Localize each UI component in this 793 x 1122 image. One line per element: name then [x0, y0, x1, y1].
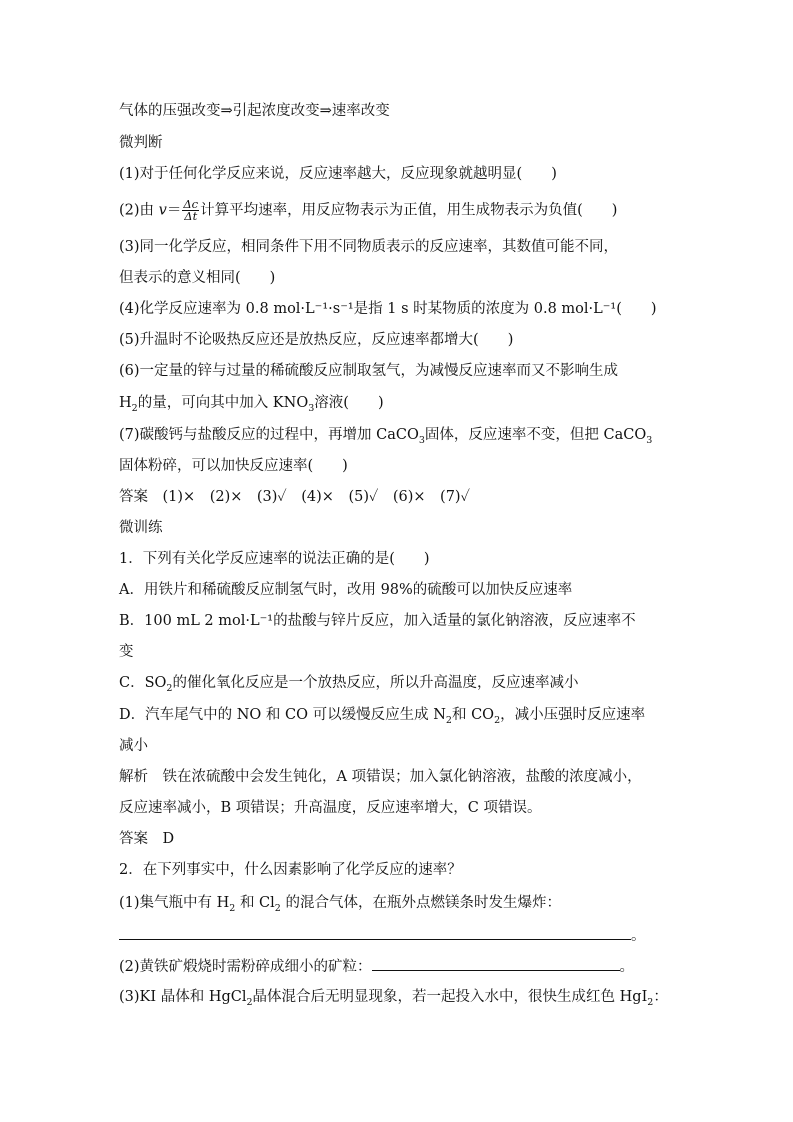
subscript: 2	[647, 996, 654, 1008]
section-heading-micro-training: 微训练	[119, 520, 163, 536]
answer-blank-line-1	[119, 924, 679, 946]
option-a: A．用铁片和稀硫酸反应制氢气时，改用 98%的硫酸可以加快反应速率	[119, 582, 573, 598]
item-2-prefix: (2)由	[119, 202, 159, 219]
subscript: 2	[166, 682, 173, 694]
text-segment: 的混合气体，在瓶外点燃镁条时发生爆炸：	[280, 895, 561, 911]
subscript: 3	[418, 434, 425, 446]
option-d-cont: 减小	[119, 738, 148, 754]
text-segment: (7)碳酸钙与盐酸反应的过程中，再增加 CaCO	[119, 427, 419, 443]
subscript: 2	[494, 714, 501, 726]
question-2-part-2	[119, 955, 679, 977]
text-line-1: 气体的压强改变⇒引起浓度改变⇒速率改变	[119, 103, 390, 119]
text-segment: 溶液( )	[314, 395, 384, 411]
text-segment: 晶体混合后无明显现象，若一起投入水中，很快生成红色 HgI	[252, 989, 648, 1005]
text-segment: ，减小压强时反应速率	[500, 707, 646, 723]
period: 。	[631, 928, 646, 944]
text-segment: ：	[653, 989, 668, 1005]
text-segment: (2)黄铁矿煅烧时需粉碎成细小的矿粒：	[119, 959, 372, 975]
text-segment: 和 CO	[451, 707, 495, 723]
judgement-item-5: (5)升温时不论吸热反应还是放热反应，反应速率都增大( )	[119, 332, 514, 348]
text-segment: (1)集气瓶中有 H	[119, 895, 230, 911]
judgement-item-6: (6)一定量的锌与过量的稀硫酸反应制取氢气，为减慢反应速率而又不影响生成	[119, 363, 619, 379]
text-segment: C．SO	[119, 675, 167, 691]
answer-question-1: 答案 D	[119, 831, 175, 847]
equals-sign: ＝	[166, 202, 182, 219]
velocity-symbol: v	[158, 202, 167, 219]
subscript: 2	[246, 996, 253, 1008]
analysis-line-2: 反应速率减小，B 项错误；升高温度，反应速率增大，C 项错误。	[119, 800, 542, 816]
item-2-text: 计算平均速率，用反应物表示为正值，用生成物表示为负值( )	[200, 202, 618, 219]
answer-line-judgement: 答案 (1)× (2)× (3)✓ (4)× (5)✓ (6)× (7)✓	[119, 489, 470, 505]
question-2: 2．在下列事实中，什么因素影响了化学反应的速率？	[119, 862, 462, 878]
subscript: 3	[308, 402, 315, 414]
text-h: H	[119, 395, 132, 411]
fraction-denominator: Δt	[184, 209, 198, 223]
answer-blank-2[interactable]	[372, 955, 620, 971]
text-segment: (3)KI 晶体和 HgCl	[119, 989, 247, 1005]
judgement-item-4: (4)化学反应速率为 0.8 mol·L⁻¹·s⁻¹是指 1 s 时某物质的浓度为 0.8 mol·L⁻¹( )	[119, 301, 657, 317]
question-2-part-1	[119, 893, 679, 913]
answer-blank-1[interactable]	[119, 924, 631, 940]
question-1: 1．下列有关化学反应速率的说法正确的是( )	[119, 551, 430, 567]
question-2-part-3	[119, 987, 679, 1007]
text-segment: 的量，可向其中加入 KNO	[137, 395, 309, 411]
judgement-item-1: (1)对于任何化学反应来说，反应速率越大，反应现象就越明显( )	[119, 166, 557, 182]
text-segment: 的催化氧化反应是一个放热反应，所以升高温度，反应速率减小	[172, 675, 579, 691]
subscript: 2	[131, 402, 138, 414]
subscript: 2	[445, 714, 452, 726]
option-c	[119, 673, 679, 693]
section-heading-micro-judgement: 微判断	[119, 135, 163, 151]
option-d	[119, 705, 679, 725]
text-segment: D．汽车尾气中的 NO 和 CO 可以缓慢反应生成 N	[119, 707, 446, 723]
text-segment: 和 Cl	[235, 895, 275, 911]
text-segment: 固体，反应速率不变，但把 CaCO	[424, 427, 647, 443]
subscript: 2	[229, 902, 236, 914]
judgement-item-6-cont	[119, 393, 679, 413]
fraction-numerator: Δc	[183, 197, 199, 211]
subscript: 2	[274, 902, 281, 914]
option-b-cont: 变	[119, 644, 134, 660]
rate-fraction	[182, 199, 199, 222]
judgement-item-7	[119, 425, 679, 445]
period: 。	[619, 959, 635, 975]
analysis-line-1: 解析 铁在浓硫酸中会发生钝化，A 项错误；加入氯化钠溶液，盐酸的浓度减小，	[119, 769, 642, 785]
judgement-item-3: (3)同一化学反应，相同条件下用不同物质表示的反应速率，其数值可能不同，	[119, 239, 619, 255]
subscript: 3	[646, 434, 653, 446]
judgement-item-7-cont: 固体粉碎，可以加快反应速率( )	[119, 458, 348, 474]
judgement-item-2	[119, 199, 679, 222]
judgement-item-3-cont: 但表示的意义相同( )	[119, 270, 276, 286]
option-b: B．100 mL 2 mol·L⁻¹的盐酸与锌片反应，加入适量的氯化钠溶液，反应速率不	[119, 613, 636, 629]
